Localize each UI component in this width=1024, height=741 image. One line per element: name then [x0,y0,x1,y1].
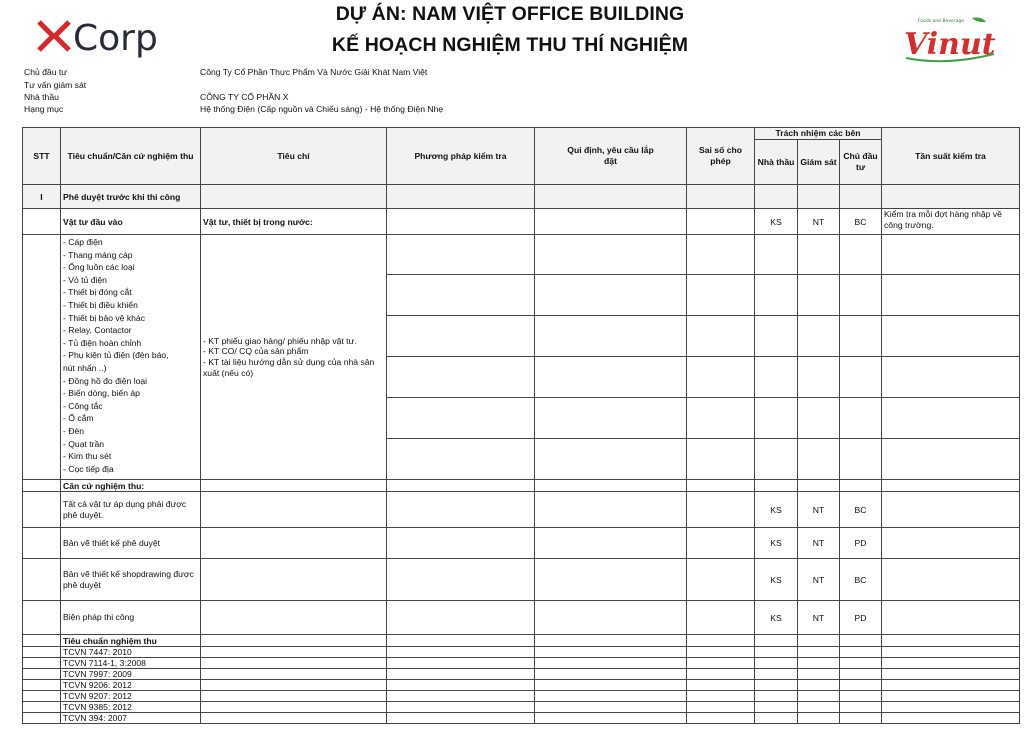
material-item: - Vỏ tủ điện [63,274,107,285]
material-item: - Thiết bị bảo vệ khác [63,312,146,323]
material-check-item: - KT CO/ CQ của sản phẩm [203,346,309,357]
basis-row-supervisor: NT [798,528,840,559]
basis-row-contractor: KS [755,601,798,635]
leaf-icon [972,18,986,23]
standard-item: TCVN 7447: 2010 [61,647,201,658]
header-responsibility: Trách nhiệm các bên [755,128,882,140]
basis-title: Căn cứ nghiệm thu: [61,480,201,492]
header-stt: STT [23,128,61,185]
inspection-plan-table [22,127,1020,724]
material-item: - Phụ kiện tủ điện (đèn báo, [63,350,169,361]
section-stt: I [23,185,61,209]
header-regulation: Qui định, yêu cầu lắp đặt [535,128,687,185]
xcorp-logo [36,12,216,60]
contractor-value: CÔNG TY CỔ PHẦN X [200,92,289,102]
input-row-owner: BC [840,209,882,235]
material-item: - Kim thu sét [63,451,112,462]
contractor-label: Nhà thầu [24,92,59,102]
owner-label: Chủ đầu tư [24,67,68,77]
basis-row-supervisor: NT [798,601,840,635]
header-standard: Tiêu chuẩn/Căn cứ nghiệm thu [61,128,201,185]
material-checks [201,235,387,480]
material-item: - Cọc tiếp địa [63,463,114,474]
basis-row-supervisor: NT [798,492,840,528]
material-item: - Quạt trần [63,438,105,449]
standard-item: TCVN 9385: 2012 [61,702,201,713]
basis-row-supervisor: NT [798,559,840,601]
input-row-frequency: Kiểm tra mỗi đợt hàng nhập về công trường. [882,209,1020,235]
basis-row-label: Bản vẽ thiết kế phê duyệt [61,528,201,559]
material-item: - Cáp điện [63,237,103,247]
basis-row-owner: PD [840,528,882,559]
standards-title: Tiêu chuẩn nghiệm thu [61,635,201,647]
input-row-contractor: KS [755,209,798,235]
category-value: Hệ thống Điện (Cấp nguồn và Chiếu sáng) - Hệ thống Điện Nhẹ [200,104,444,114]
header-method: Phương pháp kiểm tra [387,128,535,185]
x-mark-icon [39,22,69,50]
material-item: nút nhấn ..) [63,362,107,373]
material-item: - Tủ điện hoàn chỉnh [63,337,142,348]
material-item: - Thiết bị điều khiển [63,299,138,310]
material-item: - Ống luồn các loại [63,262,135,273]
header-owner: Chủ đầu tư [840,140,882,185]
header-tolerance: Sai số cho phép [687,128,755,185]
header-criteria: Tiêu chí [201,128,387,185]
material-item: - Ổ cắm [63,413,94,424]
basis-row-owner: BC [840,492,882,528]
owner-value: Công Ty Cổ Phần Thực Phẩm Và Nước Giải Khát Nam Việt [200,67,428,77]
standard-item: TCVN 9206: 2012 [61,680,201,691]
basis-row-label: Biện pháp thi công [61,601,201,635]
material-check-item: - KT phiếu giao hàng/ phiếu nhập vật tư. [203,335,357,346]
basis-row-owner: BC [840,559,882,601]
basis-row-label: Bản vẽ thiết kế shopdrawing được phê duyệt [61,559,201,601]
plan-title: KẾ HOẠCH NGHIỆM THU THÍ NGHIỆM [331,34,689,56]
basis-row-contractor: KS [755,492,798,528]
project-title: DỰ ÁN: NAM VIỆT OFFICE BUILDING [335,3,685,25]
material-item: - Biến dòng, biến áp [63,388,140,399]
standard-item: TCVN 7997: 2009 [61,669,201,680]
material-item: - Đồng hồ đo điện loại [63,375,148,386]
material-item: - Thiết bị đóng cắt [63,287,132,298]
material-check-item: - KT tài liệu hướng dẫn sử dụng của nhà sản xuất (nếu có) [203,357,375,378]
material-item: - Đèn [63,425,85,436]
basis-row-contractor: KS [755,528,798,559]
vinut-tagline: Foods and Beverage [918,19,964,24]
materials-list [61,235,201,480]
vinut-logo [900,14,1000,64]
material-item: - Thang máng cáp [63,249,133,260]
xcorp-logo-text: Corp [73,18,158,59]
input-row-criteria: Vật tư, thiết bị trong nước: [201,209,387,235]
header-contractor: Nhà thầu [755,140,798,185]
standard-item: TCVN 9207: 2012 [61,691,201,702]
category-label: Hạng mục [24,104,64,114]
basis-row-label: Tất cả vật tư áp dụng phải được phê duyệt. [61,492,201,528]
input-row-label: Vật tư đầu vào [61,209,201,235]
header-frequency: Tần suất kiểm tra [882,128,1020,185]
standard-item: TCVN 394: 2007 [61,713,201,724]
section-title: Phê duyệt trước khi thi công [61,185,201,209]
material-item: - Công tắc [63,400,103,411]
standard-item: TCVN 7114-1, 3:2008 [61,658,201,669]
header-supervisor: Giám sát [798,140,840,185]
supervisor-label: Tư vấn giám sát [24,80,87,90]
vinut-logo-text: Vinut [904,27,996,62]
material-item: - Relay, Contactor [63,325,132,336]
basis-row-owner: PD [840,601,882,635]
input-row-supervisor: NT [798,209,840,235]
basis-row-contractor: KS [755,559,798,601]
